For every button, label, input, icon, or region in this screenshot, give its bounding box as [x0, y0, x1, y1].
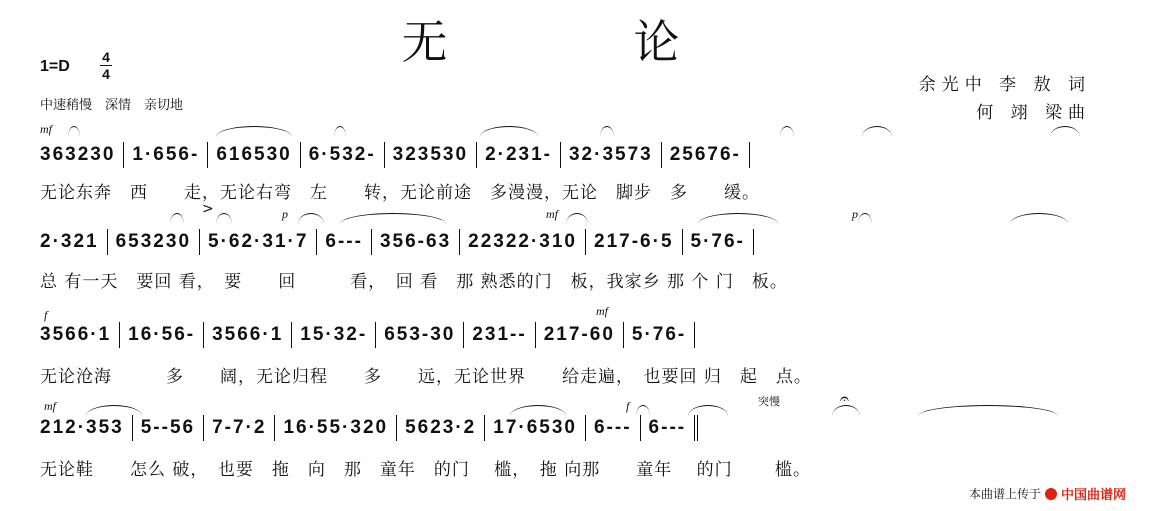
notation-row: [40, 415, 698, 441]
notation-row: [40, 142, 750, 168]
measure: 653230: [108, 229, 200, 255]
dynamic-mark: p: [852, 207, 858, 221]
composer-credit: 何 翊 梁曲: [976, 103, 1091, 123]
measure: 7-7·2: [204, 415, 275, 441]
measure: 363230: [40, 142, 124, 168]
site-name-link[interactable]: 中国曲谱网: [1060, 488, 1126, 503]
measure: 6---: [317, 229, 372, 255]
lyrics-row: 无论东奔 西 走，无论右弯 左 转，无论前途 多漫漫，无论 脚步 多 缓。: [40, 183, 760, 203]
measure: 32·3573: [561, 142, 662, 168]
measure: 5623·2: [397, 415, 485, 441]
lyrics-row: 无论沧海 多 阔，无论归程 多 远，无论世界 给走遍， 也要回 归 起 点。: [40, 367, 812, 387]
measure: 22322·310: [460, 229, 586, 255]
lyrics-row: 无论鞋 怎么 破， 也要 拖 向 那 童年 的门 槛， 拖 向那 童年 的门 槛。: [40, 460, 812, 480]
measure: 653-30: [376, 322, 464, 348]
measure: 217-60: [536, 322, 624, 348]
key-signature: 1=D: [40, 58, 70, 75]
measure: 616530: [208, 142, 300, 168]
time-signature: [100, 50, 112, 81]
fermata-icon: 𝄐: [840, 389, 849, 408]
measure: 25676-: [662, 142, 750, 168]
measure: 231--: [464, 322, 535, 348]
tempo-marking: 中速稍慢 深情 亲切地: [40, 98, 184, 113]
measure: 3566·1: [204, 322, 292, 348]
song-title: 无 论: [401, 15, 750, 69]
measure: 5·76-: [683, 229, 754, 255]
dynamic-mark: f: [626, 399, 630, 413]
dynamic-mark: mf: [546, 207, 558, 221]
measure: 16·55·320: [275, 415, 397, 441]
measure: 17·6530: [485, 415, 586, 441]
measure: 6·532-: [301, 142, 385, 168]
tempo-change-marking: 突慢: [758, 395, 780, 408]
measure: 1·656-: [124, 142, 208, 168]
lyrics-row: 总 有一天 要回 看， 要 回 看， 回 看 那 熟悉的门 板，我家乡 那 个 门 板。: [40, 272, 788, 292]
measure: 6---: [586, 415, 641, 441]
measure: 5·62·31·7: [200, 229, 317, 255]
time-sig-bottom: 4: [102, 66, 110, 82]
measure: 212·353: [40, 415, 133, 441]
notation-row: [40, 322, 695, 348]
measure: 6---: [641, 415, 699, 441]
measure: 217-6·5: [586, 229, 683, 255]
footer: [969, 484, 1126, 503]
dynamic-mark: mf: [40, 122, 52, 136]
measure: 323530: [385, 142, 477, 168]
dynamic-mark: mf: [596, 304, 608, 318]
measure: 16·56-: [120, 322, 204, 348]
measure: 2·231-: [477, 142, 561, 168]
measure: 5--56: [133, 415, 204, 441]
time-sig-top: 4: [102, 49, 110, 65]
measure: 5·76-: [624, 322, 695, 348]
site-logo-icon: [1045, 488, 1057, 500]
notation-row: [40, 229, 754, 255]
measure: 2·321: [40, 229, 108, 255]
accent-mark: >: [202, 201, 214, 217]
lyricist-credit: 余光中 李 敖 词: [918, 75, 1091, 95]
measure: 3566·1: [40, 322, 120, 348]
dynamic-mark: mf: [44, 399, 56, 413]
dynamic-mark: f: [44, 308, 48, 322]
measure: 356-63: [372, 229, 460, 255]
measure: 15·32-: [292, 322, 376, 348]
upload-note: 本曲谱上传于: [968, 487, 1041, 501]
dynamic-mark: p: [282, 207, 288, 221]
